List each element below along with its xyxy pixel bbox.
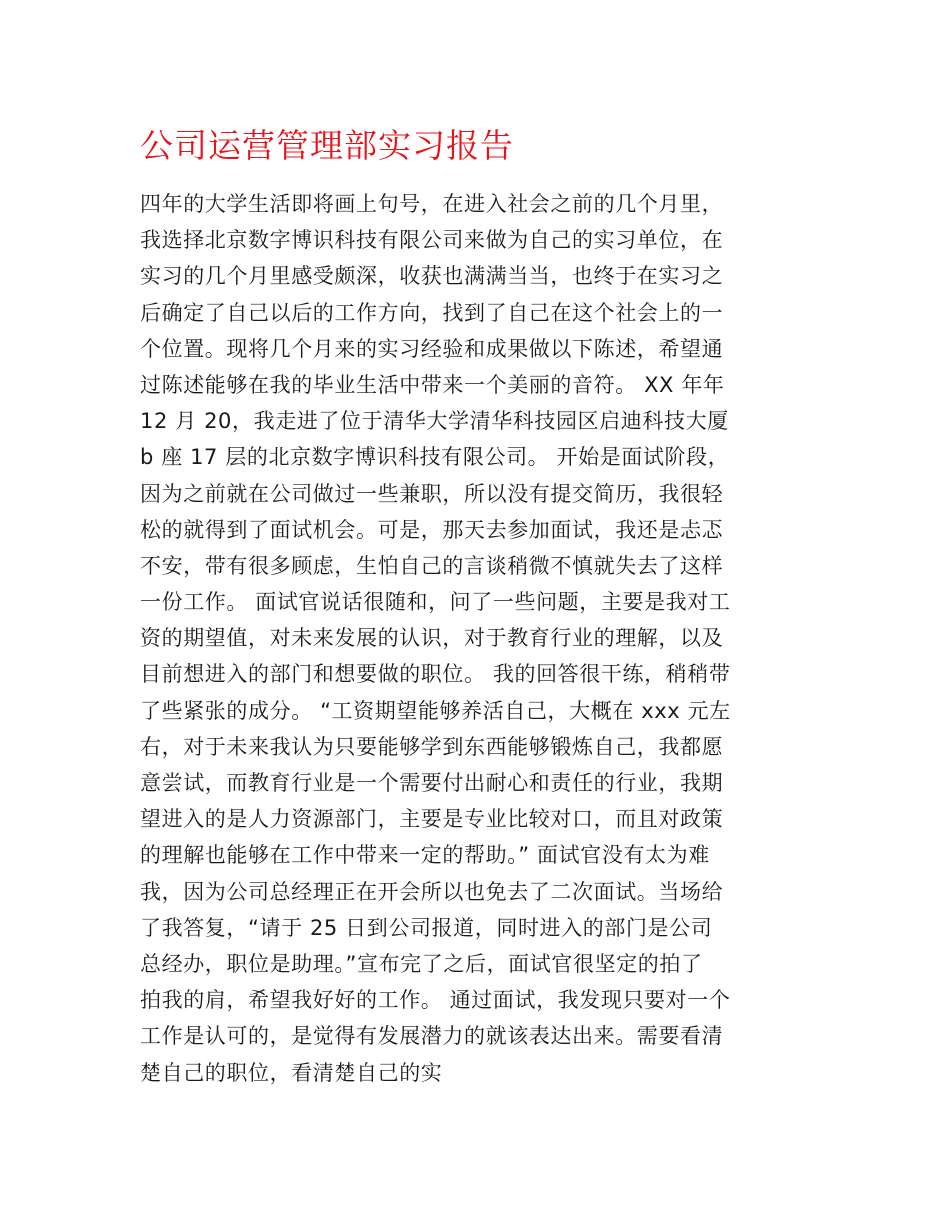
body-line: 右，对于未来我认为只要能够学到东西能够锻炼自己，我都愿 (140, 734, 724, 759)
body-line: 的理解也能够在工作中带来一定的帮助。” 面试官没有太为难 (140, 843, 710, 868)
body-line: 个位置。现将几个月来的实习经验和成果做以下陈述，希望通 (140, 336, 724, 361)
body-line: 一份工作。 面试官说话很随和，问了一些问题，主要是我对工 (140, 590, 731, 615)
body-line: 意尝试，而教育行业是一个需要付出耐心和责任的行业，我期 (140, 771, 724, 795)
body-line: 了我答复，“请于 25 日到公司报道，同时进入的部门是公司 (140, 915, 713, 940)
body-line: 实习的几个月里感受颇深，收获也满满当当，也终于在实习之 (140, 264, 724, 289)
body-line: 工作是认可的，是觉得有发展潜力的就该表达出来。需要看清 (140, 1024, 724, 1049)
body-line: 总经办，职位是助理。”宣布完了之后，面试官很坚定的拍了 (140, 951, 703, 976)
body-line: b 座 17 层的北京数字博识科技有限公司。 开始是面试阶段， (140, 445, 730, 470)
body-line: 后确定了自己以后的工作方向，找到了自己在这个社会上的一 (140, 300, 724, 325)
body-line: 资的期望值，对未来发展的认识，对于教育行业的理解，以及 (140, 626, 724, 651)
body-line: 了些紧张的成分。 “工资期望能够养活自己，大概在 xxx 元左 (140, 698, 731, 723)
body-line: 不安，带有很多顾虑，生怕自己的言谈稍微不慎就失去了这样 (140, 553, 724, 578)
body-line: 我，因为公司总经理正在开会所以也免去了二次面试。当场给 (140, 879, 724, 904)
body-line: 拍我的肩，希望我好好的工作。 通过面试，我发现只要对一个 (140, 988, 731, 1013)
body-line: 我选择北京数字博识科技有限公司来做为自己的实习单位，在 (140, 228, 724, 253)
body-line: 楚自己的职位，看清楚自己的实 (140, 1060, 443, 1085)
document-title: 公司运营管理部实习报告 (140, 126, 514, 165)
body-line: 四年的大学生活即将画上句号，在进入社会之前的几个月里， (140, 192, 724, 216)
document-body (140, 186, 820, 1091)
body-line: 目前想进入的部门和想要做的职位。 我的回答很干练，稍稍带 (140, 662, 731, 687)
body-line: 因为之前就在公司做过一些兼职，所以没有提交简历，我很轻 (140, 481, 724, 506)
body-line: 过陈述能够在我的毕业生活中带来一个美丽的音符。 XX 年年 (140, 372, 725, 397)
body-line: 松的就得到了面试机会。可是，那天去参加面试，我还是忐忑 (140, 517, 724, 542)
body-line: 12 月 20，我走进了位于清华大学清华科技园区启迪科技大厦 (140, 409, 729, 434)
body-line: 望进入的是人力资源部门，主要是专业比较对口，而且对政策 (140, 807, 724, 832)
